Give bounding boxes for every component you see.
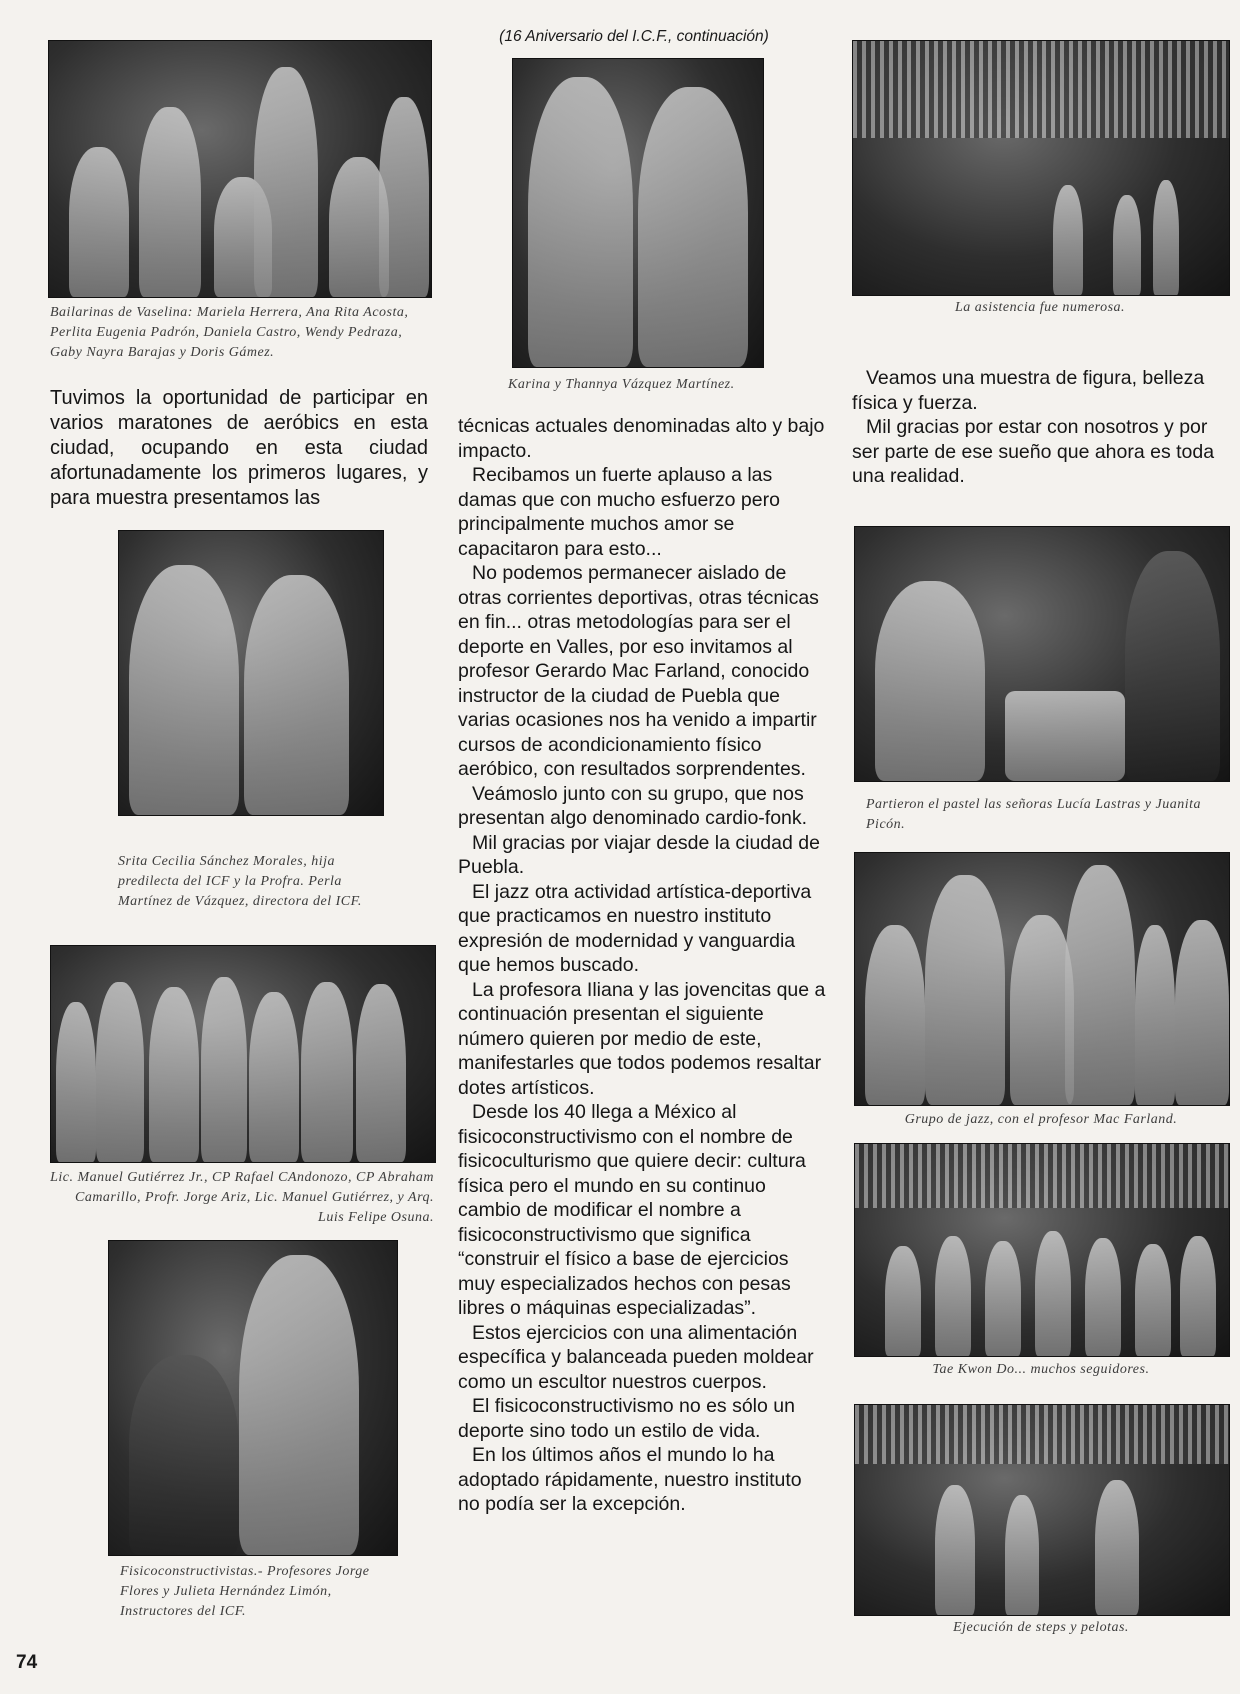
col2-paragraph-10: El fisicoconstructivismo no es sólo un deporte sino todo un estilo de vida.	[458, 1395, 795, 1442]
caption-fisicoconstructivistas: Fisicoconstructivistas.- Profesores Jorge Flores y Julieta Hernández Limón, Instructores del ICF.	[120, 1564, 370, 1619]
photo-bailarinas	[48, 40, 432, 298]
photo-steps	[854, 1404, 1230, 1616]
running-header: (16 Aniversario del I.C.F., continuación)	[499, 28, 769, 45]
col3-paragraph-2: Mil gracias por estar con nosotros y por ser parte de ese sueño que ahora es toda una realidad.	[852, 416, 1215, 487]
photo-srita	[118, 530, 384, 816]
caption-steps: Ejecución de steps y pelotas.	[953, 1620, 1129, 1635]
photo-pastel	[854, 526, 1230, 782]
col2-paragraph-6: El jazz otra actividad artística-deportiva que practicamos en nuestro instituto expresión de modernidad y vanguardia que hemos buscado.	[458, 880, 812, 976]
photo-autoridades	[50, 945, 436, 1163]
photo-jazz	[854, 852, 1230, 1106]
col2-paragraph-11: En los últimos años el mundo lo ha adoptado rápidamente, nuestro instituto no podía ser la excepción.	[458, 1444, 802, 1515]
caption-asistencia: La asistencia fue numerosa.	[954, 300, 1126, 315]
photo-asistencia	[852, 40, 1230, 296]
photo-karina-thannya	[512, 58, 764, 368]
col2-paragraph-4: Veámoslo junto con su grupo, que nos presentan algo denominado cardio-fonk.	[458, 782, 808, 829]
col2-paragraph-9: Estos ejercicios con una alimentación específica y balanceada pueden moldear como un escultor nuestros cuerpos.	[458, 1321, 814, 1393]
page-number: 74	[16, 1652, 38, 1673]
col2-paragraph-1: técnicas actuales denominadas alto y bajo impacto.	[458, 415, 825, 462]
photo-taekwondo	[854, 1143, 1230, 1357]
col2-paragraph-7: La profesora Iliana y las jovencitas que a continuación presentan el siguiente número quieren por medio de este, manifestarles que todos podemos resaltar dotes artísticos.	[458, 978, 826, 1099]
caption-srita: Srita Cecilia Sánchez Morales, hija predilecta del ICF y la Profra. Perla Martínez de Vázquez, directora del ICF.	[118, 854, 362, 909]
col3-text	[852, 366, 1226, 489]
col2-text	[458, 414, 826, 1517]
caption-autoridades: Lic. Manuel Gutiérrez Jr., CP Rafael CAndonozo, CP Abraham Camarillo, Profr. Jorge Ariz, Lic. Manuel Gutiérrez, y Arq. Luis Felipe Osuna.	[50, 1170, 434, 1225]
caption-jazz: Grupo de jazz, con el profesor Mac Farland.	[904, 1112, 1178, 1127]
caption-taekwondo: Tae Kwon Do... muchos seguidores.	[932, 1362, 1150, 1377]
col1-paragraph-1: Tuvimos la oportunidad de participar en varios maratones de aeróbics en esta ciudad, ocupando en esta ciudad afortunadamente los primeros lugares, y para muestra presentamos las	[50, 387, 428, 509]
caption-karina-thannya: Karina y Thannya Vázquez Martínez.	[508, 377, 735, 392]
col2-paragraph-8: Desde los 40 llega a México al fisicoconstructivismo con el nombre de fisicoculturismo que quiere decir: cultura física pero el mundo en su continuo cambio de modificar el nombre a fisicoconstructivismo que significa “construir el físico a base de ejercicios muy especializados hechos con pesas libres o máquinas especializadas”.	[458, 1101, 806, 1319]
col2-paragraph-2: Recibamos un fuerte aplauso a las damas que con mucho esfuerzo pero principalmente muchos amor se capacitaron para esto...	[458, 464, 780, 560]
caption-pastel: Partieron el pastel las señoras Lucía Lastras y Juanita Picón.	[866, 797, 1201, 832]
caption-bailarinas: Bailarinas de Vaselina: Mariela Herrera, Ana Rita Acosta, Perlita Eugenia Padrón, Daniela Castro, Wendy Pedraza, Gaby Nayra Barajas y Doris Gámez.	[50, 305, 409, 360]
photo-fisicoconstructivistas	[108, 1240, 398, 1556]
col2-paragraph-3: No podemos permanecer aislado de otras corrientes deportivas, otras técnicas en fin... otras metodologías para ser el deporte en Valles, por eso invitamos al profesor Gerardo Mac Farland, conocido instructor de la ciudad de Puebla que varias ocasiones nos ha venido a impartir cursos de acondicionamiento físico aeróbico, con resultados sorprendentes.	[458, 562, 819, 780]
col2-paragraph-5: Mil gracias por viajar desde la ciudad de Puebla.	[458, 831, 820, 878]
col3-paragraph-1: Veamos una muestra de figura, belleza física y fuerza.	[852, 367, 1205, 414]
col1-text	[50, 386, 428, 511]
